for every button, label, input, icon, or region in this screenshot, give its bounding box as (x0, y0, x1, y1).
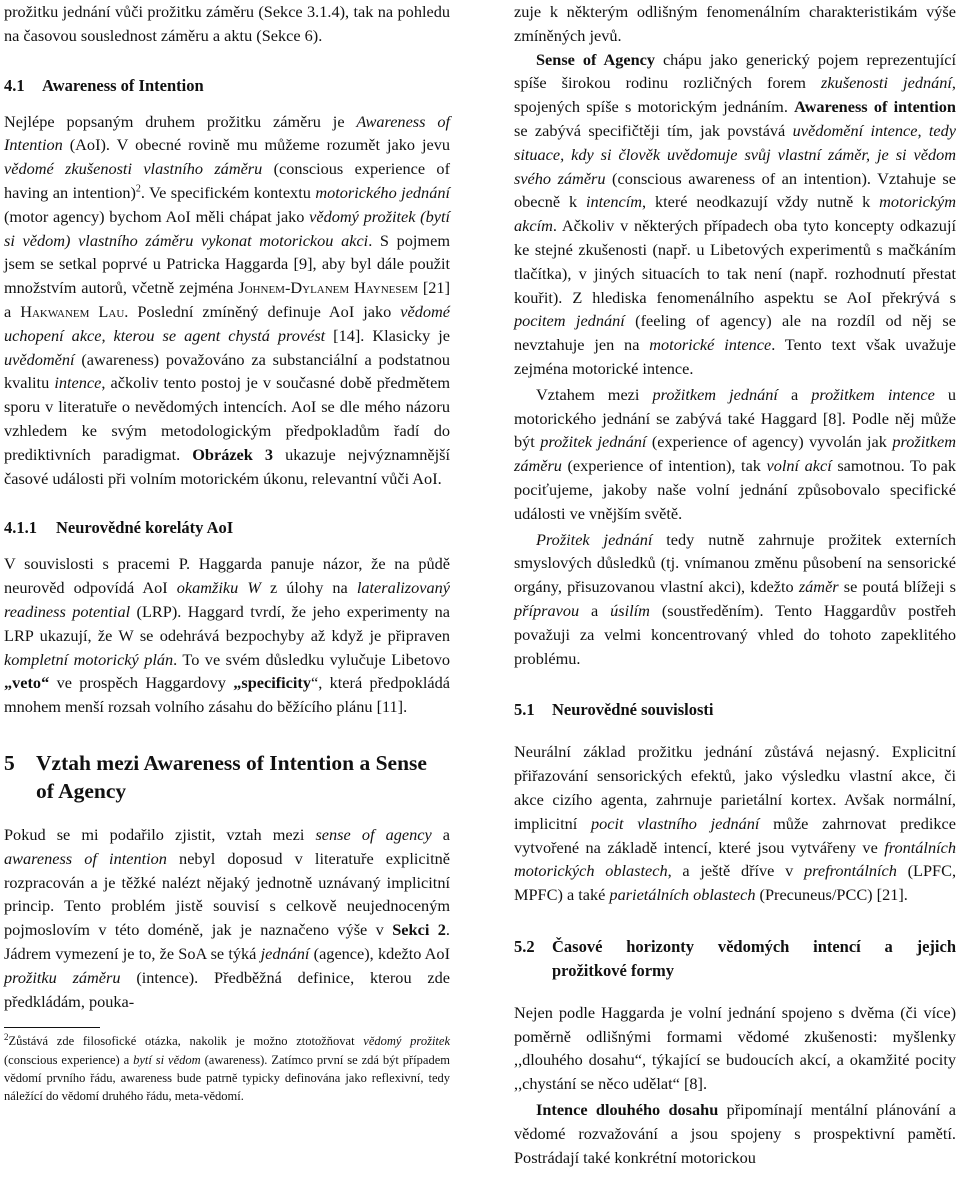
paragraph-haggard: Vztahem mezi prožitkem jednání a prožitkem intence u motorického jednání se zabývá také Haggard [8]. Podle něj může být prožitek jednání (experience of agency) vyvolán jak prožitkem záměru (experience of intention), tak volní akcí samotnou. To pak pociťujeme, jakoby naše volní jednání způsobovalo specifické události ve vnějším světě. (514, 384, 957, 523)
section-heading-5-2: 5.2 Časové horizonty vědomých intencí a jejich prožitkové formy (514, 936, 956, 980)
paragraph-neural-basis: Neurální základ prožitku jednání zůstává nejasný. Explicitní přiřazování sensorických efektů, jako výsledku vlastní akce, či akce cizího agenta, zahrnuje parietální kortex. Avšak normální, implicitní pocit vlastního jednání může zahrnovat predikce vytvořené na základě intencí, které jsou vytvářeny ve frontálních motorických oblastech, a ještě dříve v prefrontálních (LPFC, MPFC) a také parietálních oblastech (Precuneus/PCC) [21]. (514, 742, 957, 905)
paragraph-continuation: prožitku jednání vůči prožitku záměru (Sekce 3.1.4), tak na pohledu na časovou souslednost záměru a aktu (Sekce 6). (4, 2, 450, 45)
section-heading-4-1: 4.1 Awareness of Intention (4, 75, 204, 95)
paragraph-long-range: Nejen podle Haggarda je volní jednání spojeno s dvěma (či více) poměrně odlišnými formami vědomé zkušenosti: myšlenky ,,dlouhého dosahu“, týkající se budoucích akcí, a okamžité pocity ,,chystání se něco udělat“ [8]. (514, 1002, 956, 1094)
right-column (514, 0, 956, 1169)
footnote-divider (4, 1027, 100, 1028)
paragraph-aoi: Nejlépe popsaným druhem prožitku záměru je Awareness of Intention (AoI). V obecné rovině mu můžeme rozumět jako jevu vědomé zkušenosti vlastního záměru (conscious experience of having an intention)$^2$. Ve specifickém kontextu motorického jednání (motor agency) bychom AoI měli chápat jako vědomý prožitek (bytí si vědom) vlastního záměru vykonat motorickou akci. S pojmem jsem se setkal poprvé u Patricka Haggarda [9], aby byl dále použit množstvím autorů, včetně zejména Johnem-Dylanem Haynesem [21] a Hakwanem Lau. Poslední zmíněný definuje AoI jako vědomé uchopení akce, kterou se agent chystá provést [14]. Klasicky je uvědomění (awareness) považováno za substanciální a podstatnou kvalitu intence, ačkoliv tento postoj je v současné době předmětem sporu v literatuře o nevědomých intencích. AoI se dle mého názoru vzhledem ke svým metodologickým předpokladům řadí do prediktivních paradigmat. Obrázek 3 ukazuje nejvýznamnější časové události při volním motorickém úkonu, relevantní vůči AoI. (4, 111, 451, 488)
paragraph-long-range-intention: Intence dlouhého dosahu připomínají mentální plánování a vědomé rozvažování a jsou spojeny s prospektivní pamětí. Postrádají také konkrétní motorickou (514, 1100, 956, 1167)
paragraph-relation: Pokud se mi podařilo zjistit, vztah mezi sense of agency a awareness of intention nebyl doposud v literatuře explicitně rozpracován a je těžké nalézt nějaký jednotně uznávaný implicitní princip. Tento problém jistě souvisí s celkově neujednoceným pojmoslovím v této doméně, jak je naznačeno výše v Sekci 2. Jádrem vymezení je to, že SoA se týká jednání (agence), kdežto AoI prožitku záměru (intence). Předběžná definice, kterou zde předkládám, pouka- (4, 824, 451, 1011)
footnote-marker: 2 (135, 183, 141, 195)
section-reference: Sekci 2 (392, 920, 446, 940)
paragraph-continuation-right: zuje k některým odlišným fenomenálním charakteristikám výše zmíněných jevů. (514, 2, 956, 45)
section-heading-5-1: 5.1 Neurovědné souvislosti (514, 700, 714, 720)
footnote: $^2$Zůstává zde filosofické otázka, nakolik je možno ztotožňovat vědomý prožitek (conscious experience) a bytí si vědom (awareness). Zatímco první se zdá být případem vědomí prvního řádu, awareness bude patrně typicky definována jako reflexivní, tedy náležící do vědomí druhého řádu, meta-vědomí. (4, 1032, 450, 1103)
section-heading-4-1-1: 4.1.1 Neurovědné koreláty AoI (4, 518, 234, 538)
figure-reference: Obrázek 3 (192, 444, 274, 464)
left-column (4, 0, 450, 1105)
section-heading-5: 5 Vztah mezi Awareness of Intention a Sense of Agency (4, 750, 427, 803)
paragraph-neuro-correlates: V souvislosti s pracemi P. Haggarda panuje názor, že na půdě neurověd odpovídá AoI okamžiku W z úlohy na lateralizovaný readiness potential (LRP). Haggard tvrdí, že jeho experimenty na LRP ukazují, že W se odehrává bezpochyby až když je připraven kompletní motorický plán. To ve svém důsledku vylučuje Libetovo „veto“ ve prospěch Haggardovy „specificity“, která předpokládá mnohem menší rozsah volního zásahu do běžícího plánu [11]. (4, 554, 451, 717)
paragraph-experience: Prožitek jednání tedy nutně zahrnuje prožitek externích smyslových důsledků (tj. vnímanou změnu působení na sensorické orgány, přisuzovanou vlastní akci), kdežto záměr se poutá blížeji s přípravou a úsilím (soustředěním). Tento Haggardův postřeh považuji za velmi koncentrovaný vhled do tohoto zapeklitého problému. (514, 529, 957, 668)
paragraph-soa-definition: Sense of Agency chápu jako generický pojem reprezentující spíše širokou rodinu rozličných forem zkušenosti jednání, spojených spíše s motorickým jednáním. Awareness of intention se zabývá specifičtěji tím, jak povstává uvědomění intence, tedy situace, kdy si člověk uvědomuje svůj vlastní záměr, je si vědom svého záměru (conscious awareness of an intention). Vztahuje se obecně k intencím, které neodkazují vždy nutně k motorickým akcím. Ačkoliv v některých případech oba tyto koncepty odkazují ke stejné zkušenosti (např. u Libetových experimentů s mačkáním tlačítka), v jiných situacích to tak není (např. rozhodnutí přestat kouřit). Z hlediska fenomenálního aspektu se AoI překrývá s pocitem jednání (feeling of agency) ale na rozdíl od něj se nevztahuje jen na motorické intence. Tento text však uvažuje zejména motorické intence. (514, 49, 957, 378)
